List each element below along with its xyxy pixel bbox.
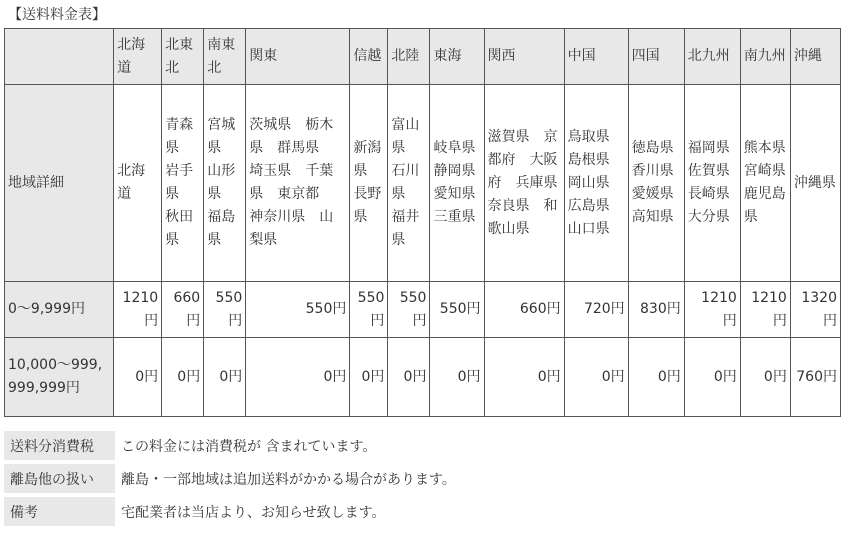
- fee-cell: 550円: [246, 282, 350, 338]
- note-row: [4, 464, 462, 493]
- region-header: 南東北: [204, 29, 246, 85]
- page-title: 【送料料金表】: [8, 7, 106, 23]
- region-detail: 徳島県 香川県 愛媛県 高知県: [628, 85, 684, 282]
- fee-cell: 0円: [162, 338, 204, 417]
- fee-cell: 0円: [740, 338, 790, 417]
- region-detail: 茨城県 栃木県 群馬県 埼玉県 千葉県 東京都 神奈川県 山梨県: [246, 85, 350, 282]
- fee-cell: 0円: [204, 338, 246, 417]
- region-detail: 福岡県 佐賀県 長崎県 大分県: [684, 85, 740, 282]
- tier2-label: 10,000～999,999,999円: [5, 338, 114, 417]
- region-header: 沖縄: [790, 29, 840, 85]
- region-detail: 新潟県 長野県: [350, 85, 388, 282]
- region-header: 南九州: [740, 29, 790, 85]
- fee-cell: 0円: [564, 338, 628, 417]
- note-text: この料金には消費税が 含まれています。: [121, 438, 377, 455]
- region-header: 東海: [430, 29, 484, 85]
- region-header: 信越: [350, 29, 388, 85]
- fee-cell: 0円: [350, 338, 388, 417]
- detail-label: 地域詳細: [5, 85, 114, 282]
- fee-cell: 550円: [430, 282, 484, 338]
- fee-cell: 550円: [204, 282, 246, 338]
- fee-cell: 660円: [162, 282, 204, 338]
- region-header: 北陸: [388, 29, 430, 85]
- region-header: 北海道: [114, 29, 162, 85]
- fee-cell: 1320円: [790, 282, 840, 338]
- region-header: 中国: [564, 29, 628, 85]
- notes-table: [4, 427, 462, 530]
- region-detail: 鳥取県 島根県 岡山県 広島県 山口県: [564, 85, 628, 282]
- region-detail-row: [5, 85, 841, 282]
- shipping-fee-table: [4, 28, 841, 417]
- fee-cell: 720円: [564, 282, 628, 338]
- fee-cell: 0円: [246, 338, 350, 417]
- tier1-label: 0～9,999円: [5, 282, 114, 338]
- region-header: 北東北: [162, 29, 204, 85]
- fee-cell: 830円: [628, 282, 684, 338]
- region-header: 四国: [628, 29, 684, 85]
- region-detail: 宮城県 山形県 福島県: [204, 85, 246, 282]
- note-row: [4, 497, 462, 526]
- fee-cell: 0円: [684, 338, 740, 417]
- fee-cell: 0円: [628, 338, 684, 417]
- region-detail: 富山県 石川県 福井県: [388, 85, 430, 282]
- note-label: 備考: [4, 497, 115, 526]
- region-detail: 青森県 岩手県 秋田県: [162, 85, 204, 282]
- fee-cell: 0円: [430, 338, 484, 417]
- fee-cell: 550円: [350, 282, 388, 338]
- region-header: 北九州: [684, 29, 740, 85]
- note-text: 宅配業者は当店より、お知らせ致します。: [121, 504, 386, 521]
- fee-cell: 660円: [484, 282, 564, 338]
- fee-cell: 0円: [114, 338, 162, 417]
- fee-row-tier2: [5, 338, 841, 417]
- fee-cell: 760円: [790, 338, 840, 417]
- fee-cell: 0円: [388, 338, 430, 417]
- note-text: 離島・一部地域は追加送料がかかる場合があります。: [121, 471, 456, 488]
- fee-cell: 550円: [388, 282, 430, 338]
- region-header: 関東: [246, 29, 350, 85]
- region-header-row: [5, 29, 841, 85]
- fee-cell: 0円: [484, 338, 564, 417]
- fee-cell: 1210円: [684, 282, 740, 338]
- note-label: 送料分消費税: [4, 431, 115, 460]
- region-detail: 滋賀県 京都府 大阪府 兵庫県 奈良県 和歌山県: [484, 85, 564, 282]
- region-header: 関西: [484, 29, 564, 85]
- fee-row-tier1: [5, 282, 841, 338]
- corner-cell: [5, 29, 114, 85]
- region-detail: 岐阜県 静岡県 愛知県 三重県: [430, 85, 484, 282]
- fee-cell: 1210円: [740, 282, 790, 338]
- note-row: [4, 431, 462, 460]
- region-detail: 北海道: [114, 85, 162, 282]
- note-label: 離島他の扱い: [4, 464, 115, 493]
- region-detail: 沖縄県: [790, 85, 840, 282]
- fee-cell: 1210円: [114, 282, 162, 338]
- region-detail: 熊本県 宮崎県 鹿児島県: [740, 85, 790, 282]
